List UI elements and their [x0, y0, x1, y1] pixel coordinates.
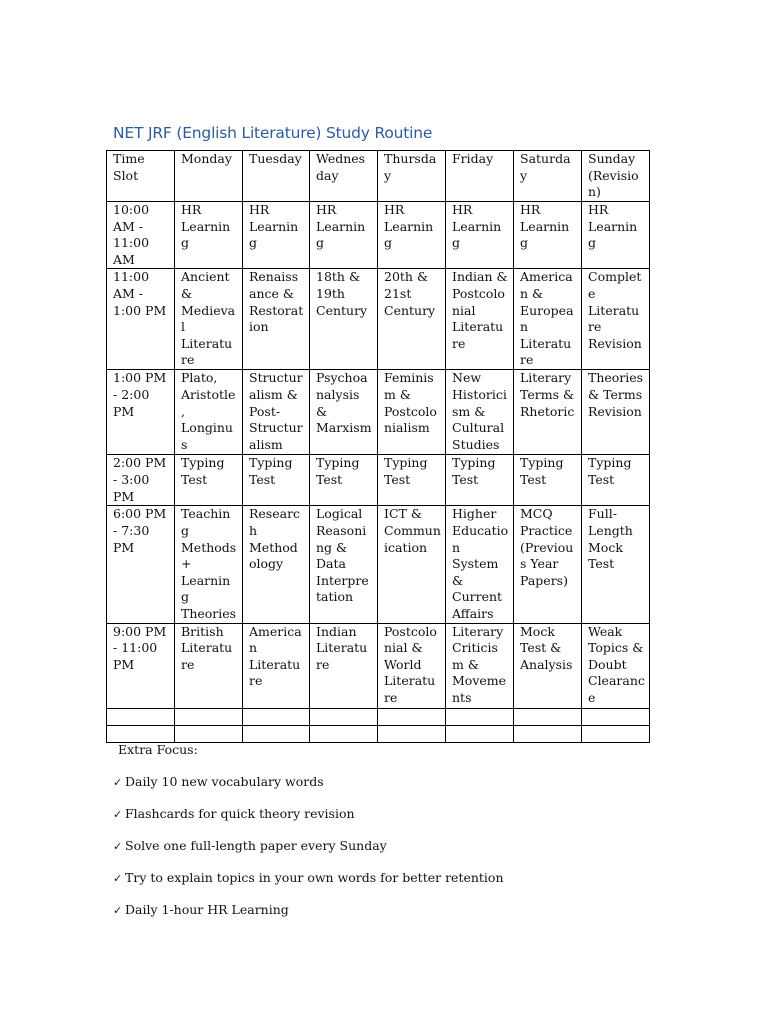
- table-cell: ICT & Communication: [378, 506, 446, 623]
- list-item-text: Daily 1-hour HR Learning: [125, 902, 289, 917]
- time-slot-cell: 9:00 PM - 11:00 PM: [107, 623, 175, 708]
- header-monday: Monday: [175, 151, 243, 202]
- table-cell: Feminism & Postcolonialism: [378, 370, 446, 455]
- table-row: [107, 623, 650, 708]
- list-item-text: Daily 10 new vocabulary words: [125, 774, 324, 789]
- table-row: [107, 202, 650, 269]
- empty-cell: [514, 725, 582, 742]
- list-item: [113, 774, 504, 790]
- list-item-text: Solve one full-length paper every Sunday: [125, 838, 387, 853]
- table-row: [107, 506, 650, 623]
- checkmark-icon: ✓: [113, 904, 123, 917]
- table-cell: Full-Length Mock Test: [582, 506, 650, 623]
- empty-cell: [107, 725, 175, 742]
- list-item-text: Try to explain topics in your own words for better retention: [125, 870, 504, 885]
- table-cell: Research Methodology: [243, 506, 310, 623]
- empty-cell: [310, 708, 378, 725]
- empty-cell: [175, 708, 243, 725]
- table-row: [107, 269, 650, 370]
- empty-cell: [378, 725, 446, 742]
- table-cell: Teaching Methods + Learning Theories: [175, 506, 243, 623]
- table-cell: Psychoanalysis & Marxism: [310, 370, 378, 455]
- list-item: [113, 902, 504, 918]
- header-sunday: Sunday (Revision): [582, 151, 650, 202]
- list-item: [113, 806, 504, 822]
- header-thursday: Thursday: [378, 151, 446, 202]
- table-cell: HR Learning: [582, 202, 650, 269]
- table-row: [107, 370, 650, 455]
- empty-cell: [514, 708, 582, 725]
- table-cell: 20th & 21st Century: [378, 269, 446, 370]
- study-routine-table: [106, 150, 650, 743]
- empty-cell: [446, 725, 514, 742]
- header-friday: Friday: [446, 151, 514, 202]
- table-cell: Plato, Aristotle, Longinus: [175, 370, 243, 455]
- time-slot-cell: 1:00 PM - 2:00 PM: [107, 370, 175, 455]
- list-item-text: Flashcards for quick theory revision: [125, 806, 355, 821]
- table-cell: HR Learning: [514, 202, 582, 269]
- table-cell: New Historicism & Cultural Studies: [446, 370, 514, 455]
- table-cell: Typing Test: [243, 455, 310, 506]
- empty-cell: [107, 708, 175, 725]
- table-cell: Logical Reasoning & Data Interpretation: [310, 506, 378, 623]
- page-title: NET JRF (English Literature) Study Routine: [113, 124, 433, 142]
- header-wednesday: Wednesday: [310, 151, 378, 202]
- table-cell: Ancient & Medieval Literature: [175, 269, 243, 370]
- table-cell: Postcolonial & World Literature: [378, 623, 446, 708]
- time-slot-cell: 2:00 PM - 3:00 PM: [107, 455, 175, 506]
- table-cell: Higher Education System & Current Affairs: [446, 506, 514, 623]
- empty-cell: [378, 708, 446, 725]
- empty-cell: [243, 725, 310, 742]
- table-cell: American Literature: [243, 623, 310, 708]
- checkmark-icon: ✓: [113, 776, 123, 789]
- table-cell: Literary Terms & Rhetoric: [514, 370, 582, 455]
- table-cell: 18th & 19th Century: [310, 269, 378, 370]
- list-item: [113, 870, 504, 886]
- table-cell: Typing Test: [310, 455, 378, 506]
- extra-focus-heading: Extra Focus:: [118, 742, 198, 757]
- checkmark-icon: ✓: [113, 872, 123, 885]
- table-cell: HR Learning: [446, 202, 514, 269]
- table-cell: Indian & Postcolonial Literature: [446, 269, 514, 370]
- table-cell: Typing Test: [378, 455, 446, 506]
- table-header-row: [107, 151, 650, 202]
- header-saturday: Saturday: [514, 151, 582, 202]
- empty-table-row: [107, 725, 650, 742]
- empty-cell: [243, 708, 310, 725]
- table-cell: Complete Literature Revision: [582, 269, 650, 370]
- table-cell: Weak Topics & Doubt Clearance: [582, 623, 650, 708]
- empty-cell: [582, 725, 650, 742]
- table-cell: Structuralism & Post-Structuralism: [243, 370, 310, 455]
- extra-focus-section: [113, 742, 504, 934]
- empty-cell: [175, 725, 243, 742]
- table-cell: British Literature: [175, 623, 243, 708]
- table-cell: MCQ Practice (Previous Year Papers): [514, 506, 582, 623]
- empty-cell: [446, 708, 514, 725]
- checkmark-icon: ✓: [113, 808, 123, 821]
- header-time-slot: Time Slot: [107, 151, 175, 202]
- table-row: [107, 455, 650, 506]
- table-cell: Literary Criticism & Movements: [446, 623, 514, 708]
- table-cell: Theories & Terms Revision: [582, 370, 650, 455]
- empty-cell: [310, 725, 378, 742]
- time-slot-cell: 11:00 AM - 1:00 PM: [107, 269, 175, 370]
- empty-table-row: [107, 708, 650, 725]
- table-cell: Typing Test: [514, 455, 582, 506]
- empty-cell: [582, 708, 650, 725]
- time-slot-cell: 6:00 PM - 7:30 PM: [107, 506, 175, 623]
- table-cell: HR Learning: [310, 202, 378, 269]
- table-cell: Renaissance & Restoration: [243, 269, 310, 370]
- table-cell: Typing Test: [446, 455, 514, 506]
- checkmark-icon: ✓: [113, 840, 123, 853]
- table-cell: Typing Test: [582, 455, 650, 506]
- table-cell: Typing Test: [175, 455, 243, 506]
- table-cell: Mock Test & Analysis: [514, 623, 582, 708]
- time-slot-cell: 10:00 AM - 11:00 AM: [107, 202, 175, 269]
- header-tuesday: Tuesday: [243, 151, 310, 202]
- extra-focus-list: [113, 774, 504, 918]
- table-cell: Indian Literature: [310, 623, 378, 708]
- table-cell: American & European Literature: [514, 269, 582, 370]
- table-cell: HR Learning: [175, 202, 243, 269]
- list-item: [113, 838, 504, 854]
- table-cell: HR Learning: [378, 202, 446, 269]
- table-cell: HR Learning: [243, 202, 310, 269]
